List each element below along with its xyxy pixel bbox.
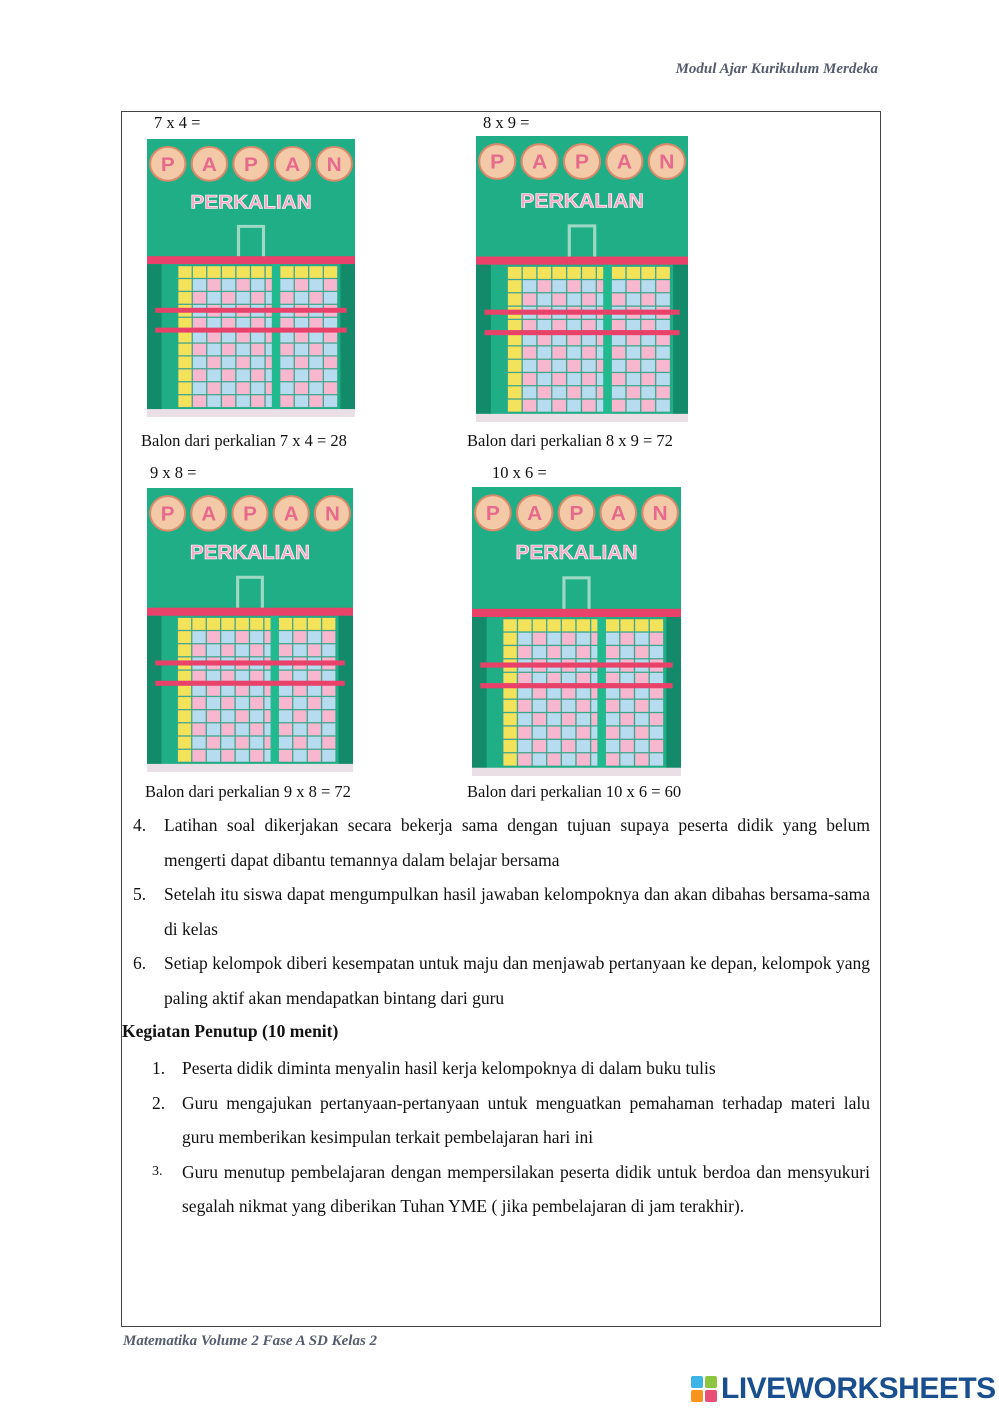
svg-text:A: A [285, 154, 301, 176]
item-text: Peserta didik diminta menyalin hasil kerja kelompoknya di dalam buku tulis [182, 1058, 716, 1078]
svg-text:A: A [283, 502, 299, 526]
board-caption: Balon dari perkalian 8 x 9 = 72 [467, 431, 673, 450]
board-photo [476, 136, 688, 422]
core-steps-list [133, 808, 870, 1015]
svg-text:P: P [485, 502, 500, 525]
board-caption: Balon dari perkalian 7 x 4 = 28 [141, 431, 347, 450]
svg-text:P: P [160, 502, 175, 526]
svg-text:PERKALIAN: PERKALIAN [520, 189, 644, 213]
svg-text:A: A [201, 154, 217, 176]
closing-steps-list [152, 1051, 870, 1224]
board-illustration [147, 488, 353, 772]
svg-text:P: P [160, 154, 175, 176]
list-item [133, 808, 870, 877]
svg-text:A: A [201, 502, 217, 526]
svg-text:P: P [244, 154, 258, 176]
item-text: Setiap kelompok diberi kesempatan untuk maju dan menjawab pertanyaan ke depan, kelompok yang paling aktif akan mendapatkan bintang dari guru [164, 953, 870, 1008]
question-label: 10 x 6 = [492, 463, 547, 482]
svg-text:PERKALIAN: PERKALIAN [515, 541, 638, 565]
document-footer: Matematika Volume 2 Fase A SD Kelas 2 [123, 1333, 378, 1349]
board-photo [147, 488, 353, 772]
board-caption: Balon dari perkalian 9 x 8 = 72 [145, 782, 351, 801]
board-photo [472, 487, 681, 776]
item-text: Guru menutup pembelajaran dengan mempersilakan peserta didik untuk berdoa dan mensyukuri segalah nikmat yang diberikan Tuhan YME ( jika pembelajaran di jam terakhir). [182, 1161, 870, 1216]
svg-text:N: N [659, 151, 675, 174]
question-label: 9 x 8 = [150, 463, 197, 482]
brand-name: LIVEWORKSHEETS [721, 1372, 996, 1405]
item-text: Guru mengajukan pertanyaan-pertanyaan untuk menguatkan pemahaman terhadap materi lalu guru memberikan kesimpulan terkait pembelajaran hari ini [182, 1092, 870, 1147]
svg-text:A: A [616, 151, 633, 174]
item-number: 2. [152, 1092, 166, 1113]
document-header: Modul Ajar Kurikulum Merdeka [675, 61, 878, 77]
item-text: Latihan soal dikerjakan secara bekerja sama dengan tujuan supaya peserta didik yang belum mengerti dapat dibantu temannya dalam belajar bersama [164, 815, 870, 870]
svg-text:P: P [569, 502, 584, 525]
svg-text:A: A [610, 502, 626, 525]
liveworksheets-logo[interactable] [691, 1372, 996, 1406]
board-illustration [476, 136, 688, 422]
list-item [152, 1155, 870, 1224]
svg-text:N: N [324, 502, 340, 526]
logo-blocks-icon [691, 1376, 717, 1402]
board-caption: Balon dari perkalian 10 x 6 = 60 [467, 782, 682, 801]
board-photo [147, 139, 355, 417]
svg-text:A: A [527, 502, 543, 525]
list-item [152, 1051, 870, 1086]
svg-text:A: A [531, 151, 548, 174]
item-number: 6. [133, 953, 147, 973]
question-label: 7 x 4 = [154, 113, 201, 132]
item-number: 5. [133, 884, 147, 904]
svg-text:P: P [574, 151, 590, 174]
svg-text:PERKALIAN: PERKALIAN [189, 541, 311, 564]
svg-text:N: N [326, 154, 342, 176]
list-item [152, 1086, 870, 1155]
board-illustration [147, 139, 355, 417]
svg-text:P: P [490, 151, 505, 174]
svg-text:N: N [652, 502, 668, 525]
list-item [133, 877, 870, 946]
section-heading: Kegiatan Penutup (10 menit) [122, 1021, 339, 1041]
svg-text:P: P [243, 502, 257, 526]
item-number: 1. [152, 1058, 166, 1078]
list-item [133, 946, 870, 1015]
board-illustration [472, 487, 681, 776]
question-label: 8 x 9 = [483, 113, 530, 132]
item-text: Setelah itu siswa dapat mengumpulkan hasil jawaban kelompoknya dan akan dibahas bersama-sama di kelas [164, 884, 870, 939]
svg-text:PERKALIAN: PERKALIAN [190, 191, 312, 214]
item-number: 4. [133, 815, 147, 835]
item-number: 3. [152, 1163, 163, 1179]
